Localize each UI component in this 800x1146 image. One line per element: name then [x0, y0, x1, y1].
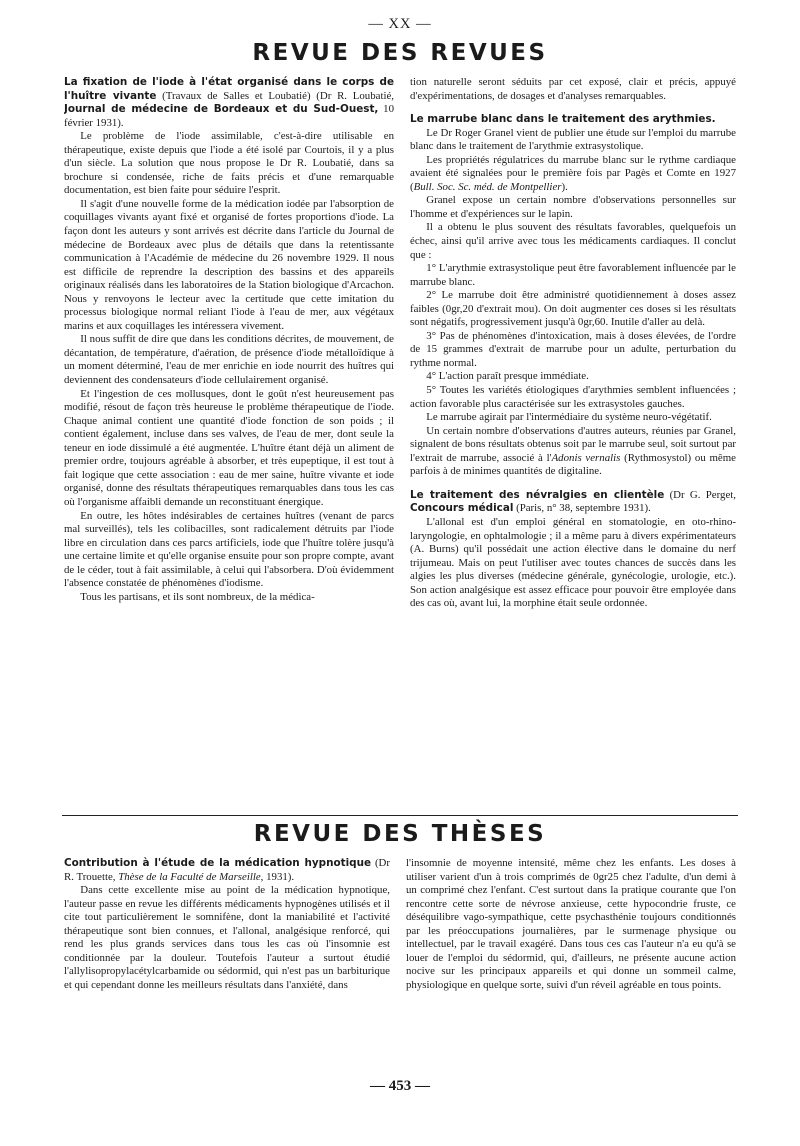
paragraph: Il s'agit d'une nouvelle forme de la médication iodée par l'absorption de coquillages vivants ayant fixé et organisé de fortes proportions d'iode. La façon dont les auteurs y sont arrivés est décrite dans l'article du Journal de médecine de Bordeaux avec plus de détails que dans la retentissante communication à l'Académie de médecine du 26 novembre 1929. Il nous est difficile de reprendre la description des bassins et des appareils originaux réalisés dans les laboratoires de la Station biologique d'Arcachon. Nous y renvoyons le lecteur avec la certitude que cette imitation du processus biologique normal reliant l'iode à l'eau de mer, aux végétaux marins et aux coquillages les intéressera vivement.	[64, 197, 394, 332]
column-right-revues	[410, 76, 736, 812]
paragraph: L'allonal est d'un emploi général en stomatologie, en oto-rhino-laryngologie, en ophtalmologie ; il a même paru à divers expérimentateurs (A. Burns) qu'il possédait une action élective dans le domaine du nerf trijumeau. Mais on peut l'utiliser avec toutes chances de succès dans les algies les plus diverses (médecine générale, gynécologie, urologie, etc.). Son action analgésique est assez efficace pour pouvoir être employée dans des cas où, avant lui, la morphine était seule ordonnée.	[410, 515, 736, 610]
thesis-header: Contribution à l'étude de la médication hypnotique (Dr R. Trouette, Thèse de la Faculté de Marseille, 1931).	[64, 857, 390, 883]
paragraph: Les propriétés régulatrices du marrube blanc sur le rythme cardiaque avaient été signalées pour le première fois par Pagès et Comte en 1927 (Bull. Soc. Sc. méd. de Montpellier).	[410, 153, 736, 193]
paragraph: Granel expose un certain nombre d'observations personnelles sur l'homme et d'expériences sur le lapin.	[410, 194, 736, 220]
conclusion-item: 5° Toutes les variétés étiologiques d'arythmies semblent influencées ; action favorable plus caractérisée sur les extrasystoles gauches.	[410, 384, 736, 410]
paragraph: Tous les partisans, et ils sont nombreux, de la médica-	[80, 590, 315, 603]
section-heading-theses: REVUE DES THÈSES	[253, 821, 547, 847]
paragraph: Il nous suffit de dire que dans les conditions décrites, de mouvement, de décantation, de température, d'aération, de présence d'iode métalloïdique à un moment déterminé, l'eau de mer enrichie en iode nourrit des huîtres qui deviennent des condensateurs d'iode cellulairement organisé.	[64, 333, 394, 387]
article-header-nevralgies: Le traitement des névralgies en clientèle (Dr G. Perget, Concours médical (Paris, n° 38, septembre 1931).	[410, 488, 736, 515]
conclusion-item: 4° L'action paraît presque immédiate.	[426, 370, 589, 383]
page-number: — 453 —	[370, 1078, 430, 1094]
conclusion-item: 2° Le marrube doit être administré quotidiennement à doses assez faibles (0gr,20 d'extrait mou). On doit augmenter ces doses si les résultats sont négatifs, progressivement jusqu'à 0gr,60. Inutile d'aller au delà.	[410, 289, 736, 329]
conclusion-item: 3° Pas de phénomènes d'intoxication, mais à doses élevées, de l'ordre de 15 grammes d'extrait de marrube pour un adulte, perturbation du rythme normal.	[410, 329, 736, 369]
paragraph: Et l'ingestion de ces mollusques, dont le goût n'est heureusement pas modifié, résout de façon très heureuse le problème thérapeutique de l'iode. Chaque animal contient une quantité d'iode fonction de son poids ; il contient également, incluse dans ses valves, de l'eau de mer, dont seule la teneur en iode dissimulé a été augmentée. L'huître étant déjà un aliment de premier ordre, toujours agréable à absorber, et très eupeptique, il est tout à fait logique que cette association : eau de mer saine, huître vivante et iode organisé, donne des résultats thérapeutiques remarquables dans tous les cas où l'organisme affaibli demande un reconstituant énergique.	[64, 387, 394, 508]
article-title-nevralgies: Le traitement des névralgies en clientèle	[410, 488, 665, 501]
paragraph-continued: l'insomnie de moyenne intensité, même chez les enfants. Les doses à utiliser varient d'un à trois comprimés de 0gr25 chez l'adulte, d'un demi à un comprimé chez l'enfant. C'est surtout dans la pratique courante que l'on rencontre cette sorte de névrose anxieuse, cette hypocondrie fruste, ce déséquilibre vago-sympathique, cette psychasthénie toujours conditionnés par les préoccupations journalières, par le surmenage physique ou intellectuel, par le travail exagéré. Dans tous ces cas l'auteur n'a eu qu'à se louer de l'emploi du sédormid, qui, d'ailleurs, ne présente aucune action nocive sur les principaux appareils et qui donne un sommeil calme, physiologique en quelque sorte, suivi d'un réveil agréable en tous points.	[406, 857, 736, 991]
column-right-theses	[406, 857, 736, 1077]
article-title-iode: La fixation de l'iode à l'état organisé dans le corps de l'huître vivante	[64, 76, 394, 102]
paragraph: Le problème de l'iode assimilable, c'est-à-dire utilisable en thérapeutique, existe depuis que l'iode a été isolé par Courtois, il y a plus d'un siècle. La solution que nous propose le Dr R. Loubatié, dans sa brochure si condensée, riche de faits précis et d'une remarquable documentation, est bien faite pour séduire l'esprit.	[64, 130, 394, 197]
paragraph: Un certain nombre d'observations d'autres auteurs, réunies par Granel, signalent de bons résultats obtenus soit par le marrube seul, soit surtout par l'extrait de marrube, associé à l'Adonis vernalis (Rythmosystol) ou même parfois à de minimes quantités de digitaline.	[410, 424, 736, 478]
article-title-marrube: Le marrube blanc dans le traitement des arythmies.	[410, 113, 716, 126]
column-left-theses	[64, 857, 390, 1077]
column-left-revues	[64, 76, 394, 812]
paragraph: Le Dr Roger Granel vient de publier une étude sur l'emploi du marrube blanc dans le traitement de l'arythmie extrasystolique.	[410, 126, 736, 153]
section-heading-revues: REVUE DES REVUES	[252, 40, 548, 66]
paragraph: Le marrube agirait par l'intermédiaire du système neuro-végétatif.	[426, 411, 712, 424]
section-divider	[62, 815, 738, 816]
article-date-iode: 10 février 1931).	[64, 103, 394, 129]
paragraph: Dans cette excellente mise au point de la médication hypnotique, l'auteur passe en revue les différents médicaments hypnogènes utilisés et il cite tout particulièrement le somnifène, dont la maniabilité et l'activité thérapeutique sont bien connues, et l'allonal, analgésique renforcé, qui rend les plus grands services dans tous les cas où l'insomnie est conditionnée par la douleur. Toutefois l'auteur a surtout étudié l'allylisopropylacétylcarbamide ou sédormid, qui n'est pas un barbiturique et qui cependant donne les meilleurs résultats dans l'anxiété, dans	[64, 884, 390, 991]
conclusion-item: 1° L'arythmie extrasystolique peut être favorablement influencée par le marrube blanc.	[410, 262, 736, 288]
paragraph: En outre, les hôtes indésirables de certaines huîtres (venant de parcs mal surveillés), tels les colibacilles, sont radicalement détruits par l'iode libre en circulation dans ces parcs artificiels, iode que l'huître tolère jusqu'à une certaine limite et qu'elle organise ensuite pour son propre compte, avant de le céder, tout à fait assimilable, à celui qui l'absorbera. D'où évidemment l'absence constatée de phénomènes d'iodisme.	[64, 509, 394, 590]
journal-name-concours: Concours médical	[410, 502, 514, 515]
article-header-iode	[64, 76, 394, 130]
plant-name: Adonis vernalis	[551, 451, 621, 464]
roman-page-number: — XX —	[368, 16, 432, 32]
journal-name-bordeaux: Journal de médecine de Bordeaux et du Sud-Ouest,	[64, 103, 379, 116]
paragraph-continued: tion naturelle seront séduits par cet exposé, clair et précis, appuyé d'expérimentations, de dosages et d'analyses remarquables.	[410, 76, 736, 102]
article-source-iode: (Travaux de Salles et Loubatié) (Dr R. Loubatié,	[156, 89, 394, 102]
paragraph: Il a obtenu le plus souvent des résultats favorables, quelquefois un échec, ainsi qu'il arrive avec tous les médicaments cardiaques. Il conclut que :	[410, 221, 736, 261]
reference-journal: Bull. Soc. Sc. méd. de Montpellier	[413, 180, 562, 193]
thesis-source: Thèse de la Faculté de Marseille	[118, 870, 261, 883]
thesis-title: Contribution à l'étude de la médication hypnotique	[64, 857, 372, 869]
